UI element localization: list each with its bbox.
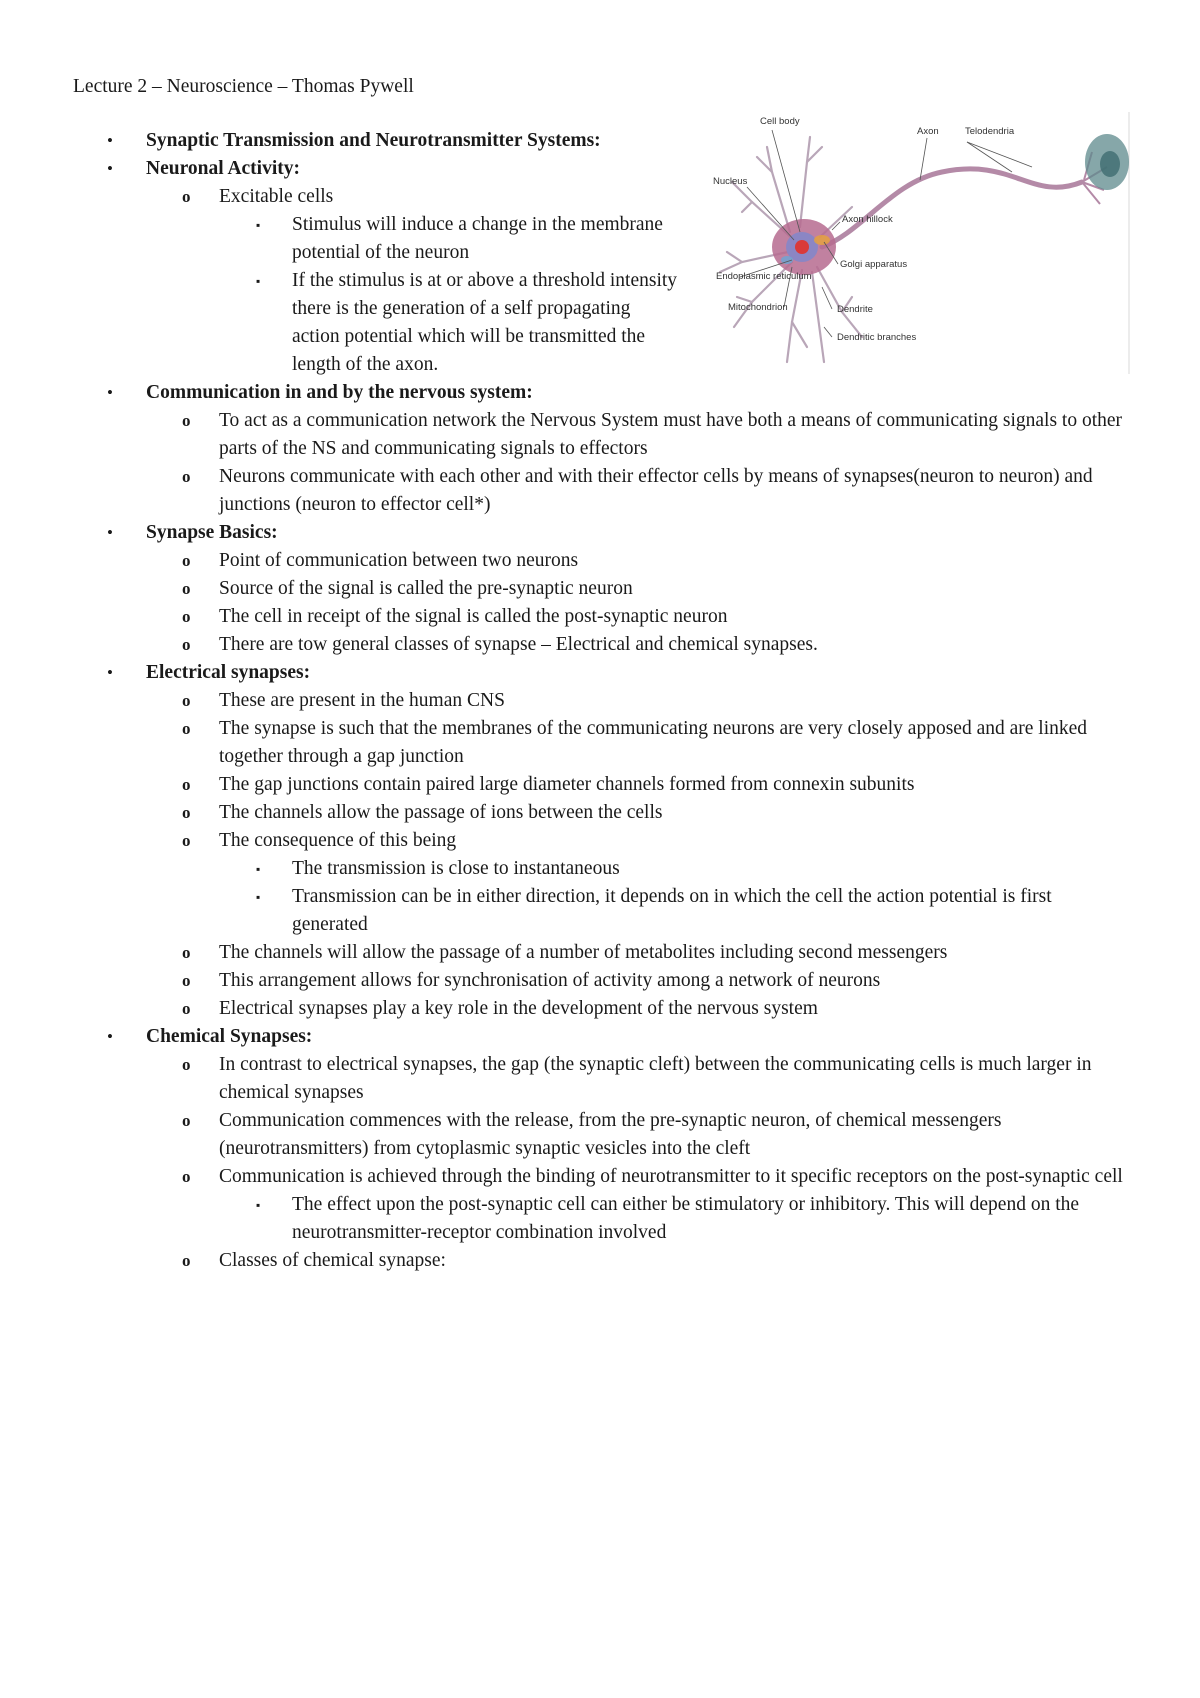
label-axon: Axon: [917, 126, 939, 137]
note-text: The cell in receipt of the signal is called the post-synaptic neuron: [219, 606, 728, 627]
list-item: [0, 267, 1200, 379]
bullet-disc: •: [107, 131, 113, 150]
list-item: [0, 1191, 1200, 1247]
lecture-notes: [0, 127, 1200, 1275]
section-title: Neuronal Activity:: [146, 158, 301, 179]
section-title: Electrical synapses:: [146, 662, 311, 683]
list-item: [0, 1023, 1200, 1051]
bullet-circle: o: [182, 467, 191, 486]
note-text: Communication is achieved through the binding of neurotransmitter to it specific receptors on the post-synaptic cell: [219, 1166, 1123, 1187]
list-item: [0, 799, 1200, 827]
bullet-circle: o: [182, 579, 191, 598]
section-title: Synapse Basics:: [146, 522, 278, 543]
section-title: Communication in and by the nervous system:: [146, 382, 533, 403]
note-text: This arrangement allows for synchronisation of activity among a network of neurons: [219, 970, 881, 991]
bullet-circle: o: [182, 607, 191, 626]
list-item: [0, 827, 1200, 855]
bullet-disc: •: [107, 523, 113, 542]
note-text: Classes of chemical synapse:: [219, 1250, 446, 1271]
label-telodendria: Telodendria: [965, 126, 1015, 137]
note-text: The synapse is such that the membranes of the communicating neurons are very closely apposed and are linked together through a gap junction: [219, 718, 1088, 767]
note-text: The effect upon the post-synaptic cell can either be stimulatory or inhibitory. This will depend on the neurotransmitter-receptor combination involved: [292, 1194, 1080, 1243]
section-title: Chemical Synapses:: [146, 1026, 313, 1047]
page-header: Lecture 2 – Neuroscience – Thomas Pywell: [73, 76, 414, 97]
list-item: [0, 715, 1200, 771]
list-item: [0, 547, 1200, 575]
list-item: [0, 183, 1200, 211]
note-text: The channels allow the passage of ions between the cells: [219, 802, 663, 823]
bullet-square: ▪: [256, 890, 261, 904]
label-dendritic-branches: Dendritic branches: [837, 332, 917, 343]
label-er: Endoplasmic reticulum: [716, 271, 812, 282]
bullet-disc: •: [107, 663, 113, 682]
note-text: The consequence of this being: [219, 830, 457, 851]
bullet-circle: o: [182, 999, 191, 1018]
bullet-square: ▪: [256, 218, 261, 232]
note-text: The transmission is close to instantaneous: [292, 858, 620, 879]
list-item: [0, 1247, 1200, 1275]
note-text: Electrical synapses play a key role in the development of the nervous system: [219, 998, 818, 1019]
label-cell-body: Cell body: [760, 116, 800, 127]
bullet-circle: o: [182, 831, 191, 850]
bullet-circle: o: [182, 971, 191, 990]
list-item: [0, 1051, 1200, 1107]
bullet-circle: o: [182, 635, 191, 654]
note-text: Source of the signal is called the pre-synaptic neuron: [219, 578, 633, 599]
list-item: [0, 855, 1200, 883]
list-item: [0, 1163, 1200, 1191]
list-item: [0, 967, 1200, 995]
note-text: Excitable cells: [219, 186, 334, 207]
bullet-circle: o: [182, 719, 191, 738]
note-text: Point of communication between two neurons: [219, 550, 579, 571]
bullet-circle: o: [182, 187, 191, 206]
list-item: [0, 771, 1200, 799]
bullet-disc: •: [107, 383, 113, 402]
list-item: [0, 687, 1200, 715]
bullet-circle: o: [182, 943, 191, 962]
note-text: In contrast to electrical synapses, the gap (the synaptic cleft) between the communicating cells is much larger in chemical synapses: [219, 1054, 1092, 1103]
note-text: Communication commences with the release, from the pre-synaptic neuron, of chemical messengers (neurotransmitters) from cytoplasmic synaptic vesicles into the cleft: [219, 1110, 1002, 1159]
bullet-circle: o: [182, 1111, 191, 1130]
label-golgi: Golgi apparatus: [840, 259, 908, 270]
list-item: [0, 463, 1200, 519]
list-item: [0, 519, 1200, 547]
list-item: [0, 883, 1200, 939]
list-item: [0, 603, 1200, 631]
bullet-disc: •: [107, 159, 113, 178]
list-item: [0, 939, 1200, 967]
bullet-circle: o: [182, 691, 191, 710]
note-text: If the stimulus is at or above a threshold intensity there is the generation of a self propagating action potential which will be transmitted the length of the axon.: [292, 270, 678, 375]
bullet-circle: o: [182, 1055, 191, 1074]
label-nucleus: Nucleus: [713, 176, 748, 187]
note-text: There are tow general classes of synapse – Electrical and chemical synapses.: [219, 634, 818, 655]
note-text: Stimulus will induce a change in the membrane potential of the neuron: [292, 214, 663, 263]
label-axon-hillock: Axon hillock: [842, 214, 893, 225]
bullet-circle: o: [182, 411, 191, 430]
bullet-square: ▪: [256, 862, 261, 876]
bullet-square: ▪: [256, 274, 261, 288]
bullet-circle: o: [182, 551, 191, 570]
bullet-square: ▪: [256, 1198, 261, 1212]
list-item: [0, 1107, 1200, 1163]
bullet-circle: o: [182, 1251, 191, 1270]
note-text: The gap junctions contain paired large diameter channels formed from connexin subunits: [219, 774, 915, 795]
list-item: [0, 995, 1200, 1023]
bullet-disc: •: [107, 1027, 113, 1046]
list-item: [0, 631, 1200, 659]
list-item: [0, 659, 1200, 687]
note-text: To act as a communication network the Nervous System must have both a means of communicating signals to other parts of the NS and communicating signals to effectors: [219, 410, 1123, 459]
label-dendrite: Dendrite: [837, 304, 873, 315]
bullet-circle: o: [182, 1167, 191, 1186]
note-text: The channels will allow the passage of a number of metabolites including second messengers: [219, 942, 948, 963]
list-item: [0, 407, 1200, 463]
section-title: Synaptic Transmission and Neurotransmitter Systems:: [146, 130, 601, 151]
note-text: These are present in the human CNS: [219, 690, 505, 711]
note-text: Neurons communicate with each other and with their effector cells by means of synapses(neuron to neuron) and junctions (neuron to effector cell*): [219, 466, 1093, 515]
list-item: [0, 155, 1200, 183]
list-item: [0, 211, 1200, 267]
bullet-circle: o: [182, 803, 191, 822]
label-mitochondrion: Mitochondrion: [728, 302, 788, 313]
note-text: Transmission can be in either direction, it depends on in which the cell the action potential is first generated: [292, 886, 1052, 935]
list-item: [0, 379, 1200, 407]
bullet-circle: o: [182, 775, 191, 794]
list-item: [0, 575, 1200, 603]
list-item: [0, 127, 1200, 155]
